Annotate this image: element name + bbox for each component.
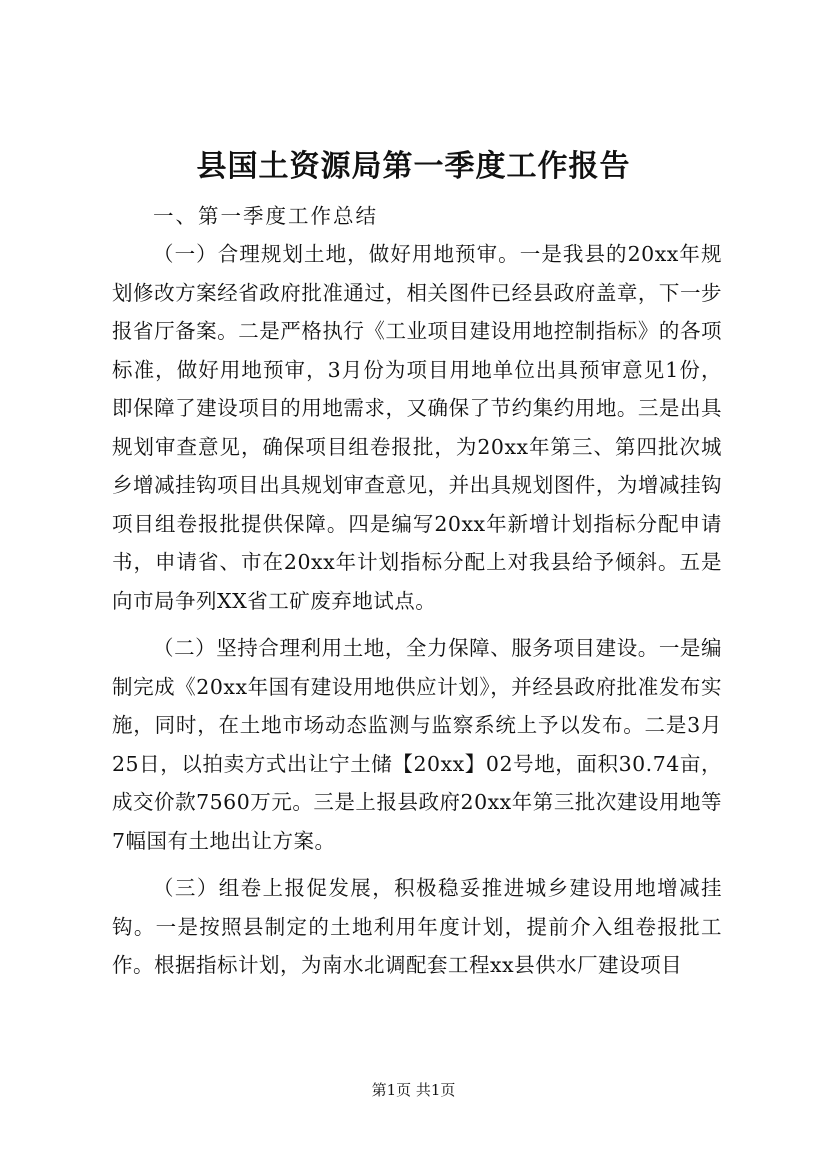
paragraph-2: （二）坚持合理利用土地，全力保障、服务项目建设。一是编制完成《20xx年国有建设用地供应计划》，并经县政府批准发布实施，同时，在土地市场动态监测与监察系统上予以发布。二是3月25日，以拍卖方式出让宁土储【20xx】02号地，面积30.74亩，成交价款7560万元。三是上报县政府20xx年第三批次建设用地等7幅国有土地出让方案。 — [112, 636, 722, 853]
document-title: 县国土资源局第一季度工作报告 — [196, 149, 631, 184]
paragraph-1: （一）合理规划土地，做好用地预审。一是我县的20xx年规划修改方案经省政府批准通过，相关图件已经县政府盖章，下一步报省厅备案。二是严格执行《工业项目建设用地控制指标》的各项标准，做好用地预审，3月份为项目用地单位出具预审意见1份，即保障了建设项目的用地需求，又确保了节约集约用地。三是出具规划审查意见，确保项目组卷报批，为20xx年第三、第四批次城乡增减挂钩项目出具规划审查意见，并出具规划图件，为增减挂钩项目组卷报批提供保障。四是编写20xx年新增计划指标分配申请书，申请省、市在20xx年计划指标分配上对我县给予倾斜。五是向市局争列XX省工矿废弃地试点。 — [112, 242, 722, 613]
section-heading: 一、第一季度工作总结 — [153, 204, 378, 228]
page-footer: 第1页 共1页 — [371, 1081, 456, 1099]
paragraph-3: （三）组卷上报促发展，积极稳妥推进城乡建设用地增减挂钩。一是按照县制定的土地利用年度计划，提前介入组卷报批工作。根据指标计划，为南水北调配套工程xx县供水厂建设项目 — [112, 876, 722, 977]
document-body — [112, 197, 722, 994]
